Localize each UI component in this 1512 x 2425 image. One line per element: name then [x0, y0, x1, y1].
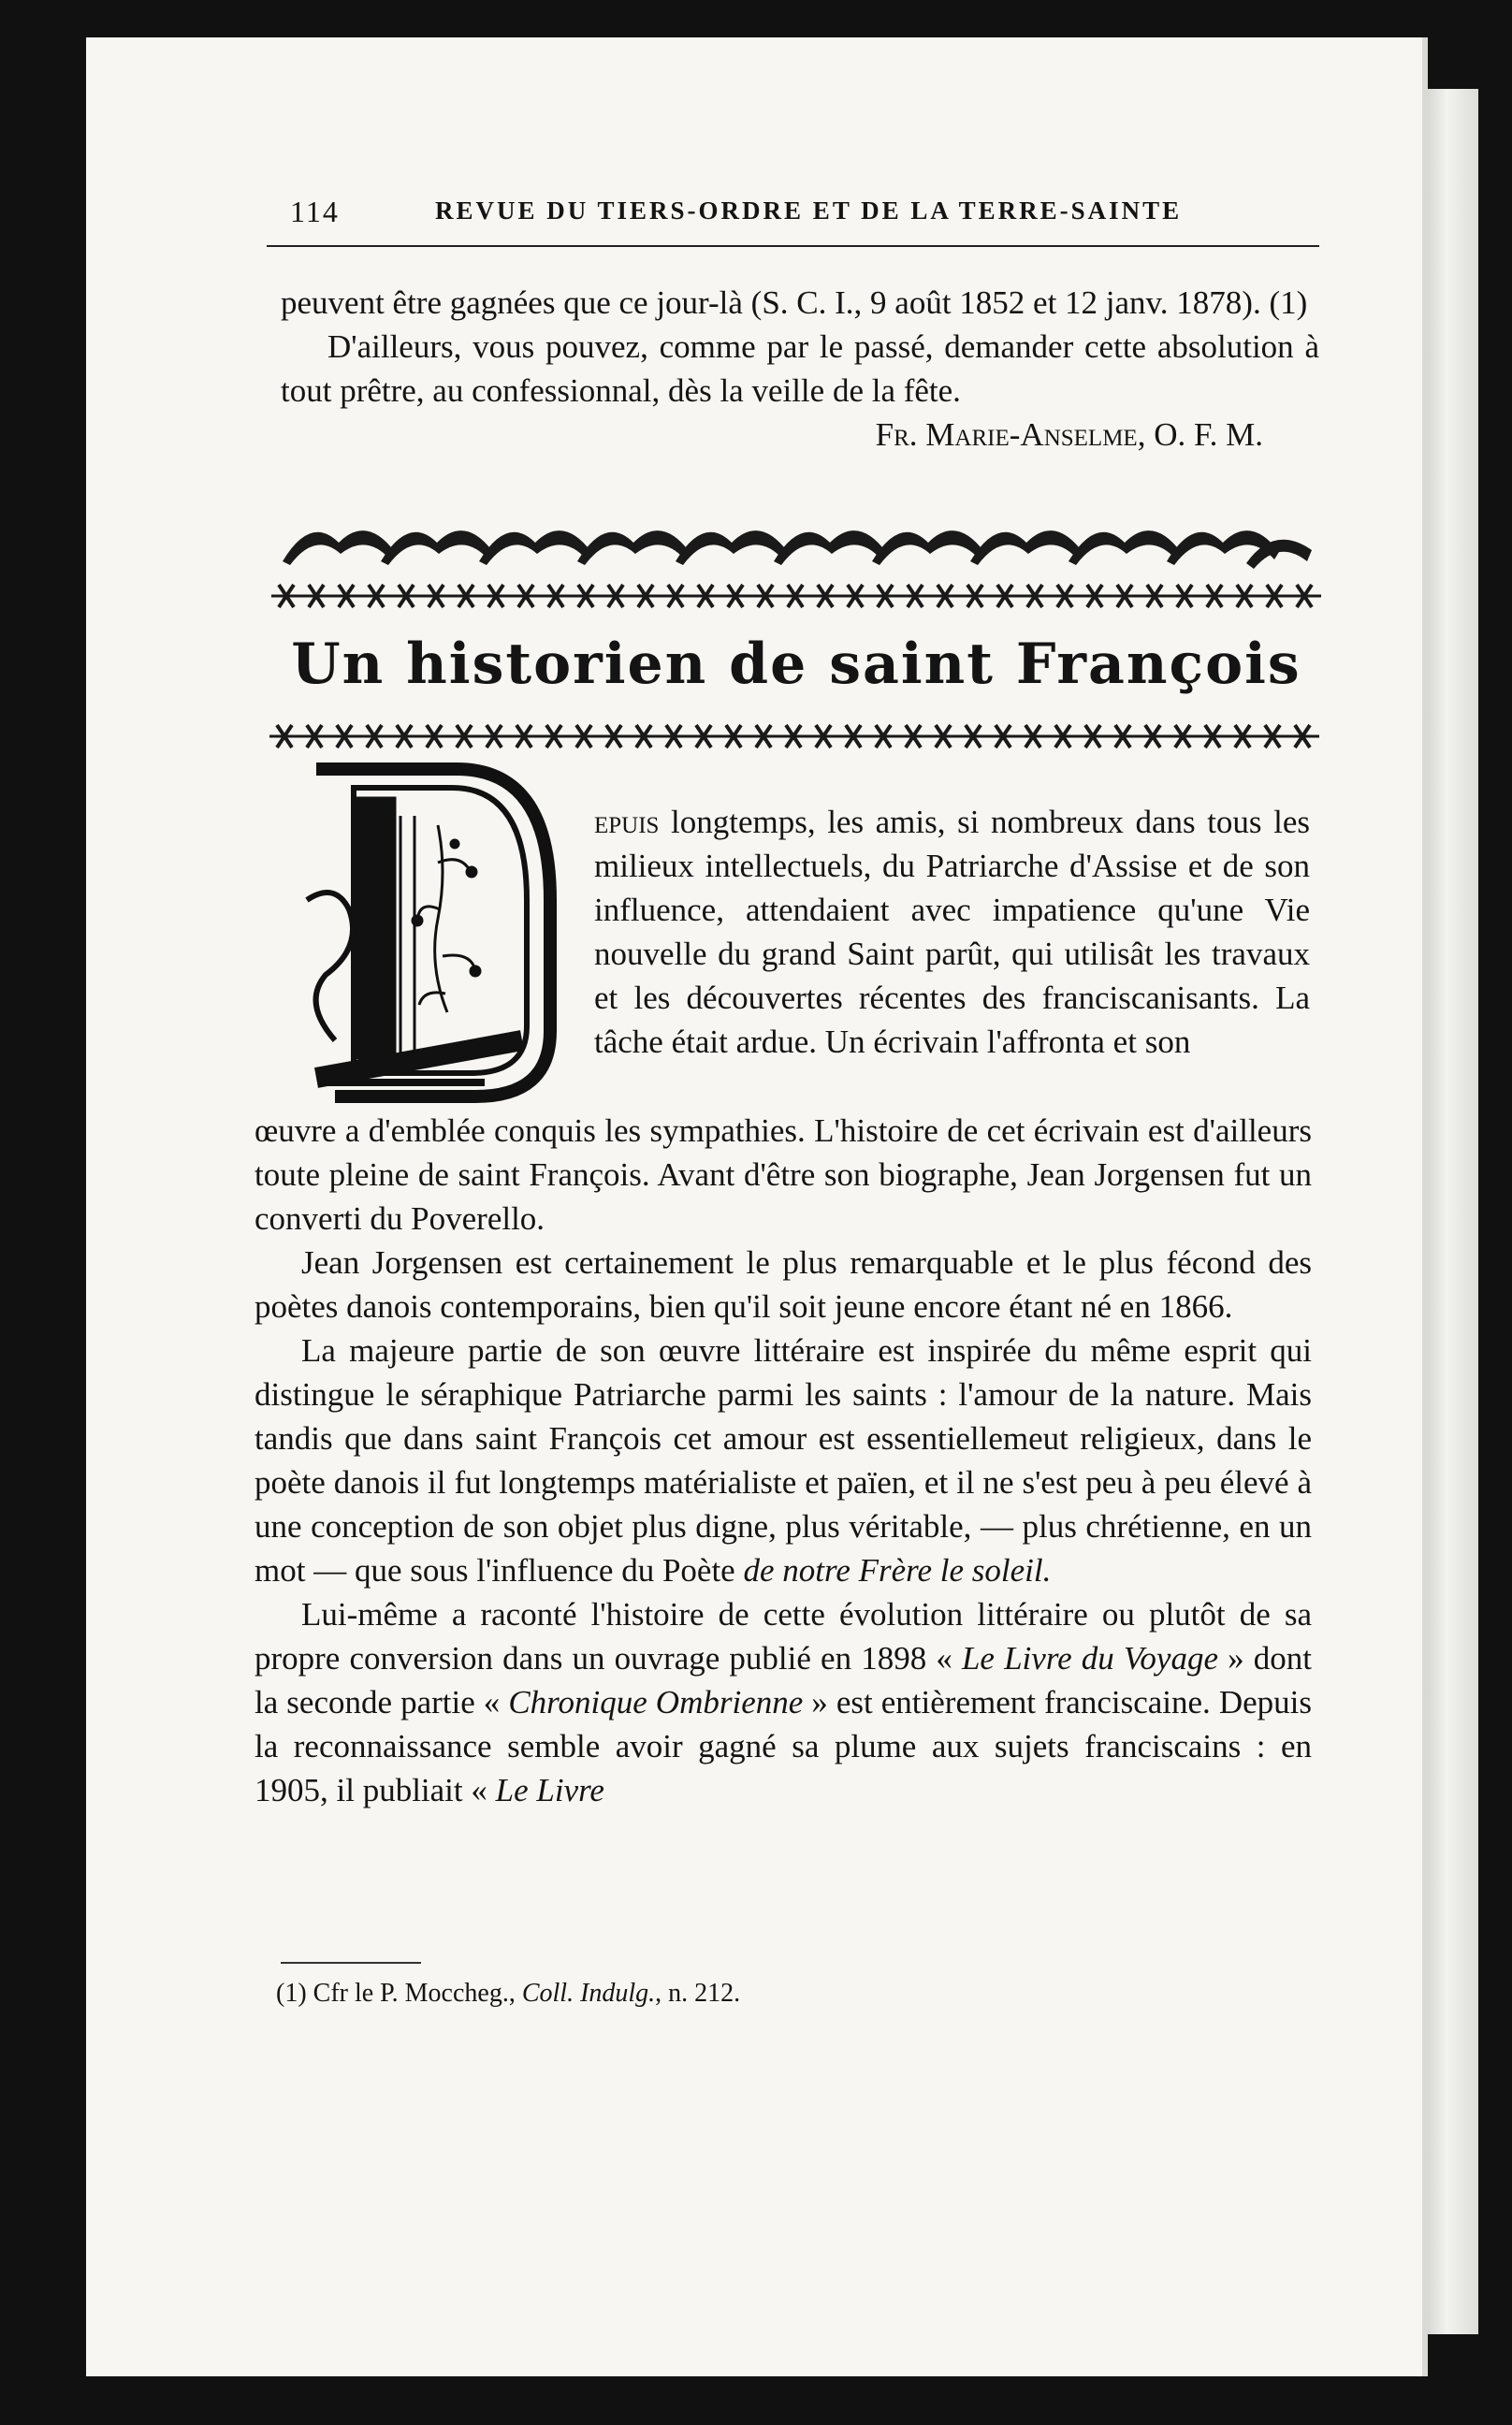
footnote-rule	[281, 1962, 421, 1964]
star-ornament-band-bottom	[269, 720, 1319, 752]
footnote-text-a: (1) Cfr le P. Moccheg.,	[276, 1979, 522, 2008]
continuation-paragraph-2: D'ailleurs, vous pouvez, comme par le passé, demander cette absolution à tout prêtre, au confessionnal, dès la veille de la fête.	[281, 328, 1319, 409]
article-body-text	[254, 1109, 1312, 1812]
paragraph-3-text: La majeure partie de son œuvre littéraire est inspirée du même esprit qui distingue le séraphique Patriarche parmi les saints : l'amour de la nature. Mais tandis que dans saint François cet amour est essentiellemeut religieux, dans le poète danois il fut longtemps matérialiste et païen, et il ne s'est peu à peu élevé à une conception de son objet plus digne, plus véritable, — plus chrétienne, en un mot — que sous l'influence du Poète	[254, 1332, 1312, 1589]
paragraph-2: Jean Jorgensen est certainement le plus remarquable et le plus fécond des poètes danois contemporains, bien qu'il soit jeune encore étant né en 1866.	[254, 1244, 1312, 1325]
paragraph-1-start: longtemps, les amis, si nombreux dans tous les milieux intellectuels, du Patriarche d'Assise et de son influence, attendaient avec impatience qu'une Vie nouvelle du grand Saint parût, qui utilisât les travaux et les découvertes récentes des franciscanisants. La tâche était ardue. Un écrivain l'affronta et son	[594, 804, 1310, 1060]
header-rule	[267, 245, 1319, 247]
paragraph-3-italic: de notre Frère le soleil.	[743, 1552, 1052, 1589]
paragraph-4-text-b: » dont la seconde partie «	[254, 1640, 1312, 1721]
leaf-ornament-band	[273, 505, 1323, 574]
signature: Fr. Marie-Anselme, O. F. M.	[875, 416, 1263, 453]
running-header	[290, 195, 1319, 232]
paragraph-4-italic-2: Chronique Ombrienne	[508, 1684, 804, 1721]
star-ornament-band-top	[271, 580, 1321, 612]
paragraph-4	[254, 1592, 1312, 1812]
paragraph-4-italic-1: Le Livre du Voyage	[961, 1640, 1219, 1677]
page-number: 114	[290, 195, 340, 228]
continuation-paragraph-1: peuvent être gagnées que ce jour-là (S. C. I., 9 août 1852 et 12 janv. 1878). (1)	[281, 284, 1308, 321]
decorated-initial-d	[298, 760, 569, 1111]
paragraph-1-end: œuvre a d'emblée conquis les sympathies. L'histoire de cet écrivain est d'ailleurs toute pleine de saint François. Avant d'être son biographe, Jean Jorgensen fut un converti du Poverello.	[254, 1112, 1312, 1237]
footnote-text-b: , n. 212.	[655, 1979, 741, 2008]
article-opening-text	[594, 800, 1310, 1064]
paragraph-4-text-a: Lui-même a raconté l'histoire de cette évolution littéraire ou plutôt de sa propre conversion dans un ouvrage publié en 1898 «	[254, 1596, 1312, 1677]
article-title: Un historien de saint François	[291, 632, 1301, 697]
paragraph-3	[254, 1329, 1312, 1592]
lead-smallcaps: epuis	[594, 804, 660, 840]
paragraph-4-italic-3: Le Livre	[495, 1772, 604, 1808]
continuation-text	[281, 281, 1319, 457]
footnote-italic: Coll. Indulg.	[521, 1979, 656, 2008]
footnote	[276, 1979, 740, 2009]
running-title: REVUE DU TIERS-ORDRE ET DE LA TERRE-SAINTE	[435, 196, 1183, 225]
paragraph-4-text-c: » est entièrement franciscaine. Depuis la reconnaissance semble avoir gagné sa plume aux sujets franciscains : en 1905, il publiait «	[254, 1684, 1312, 1808]
